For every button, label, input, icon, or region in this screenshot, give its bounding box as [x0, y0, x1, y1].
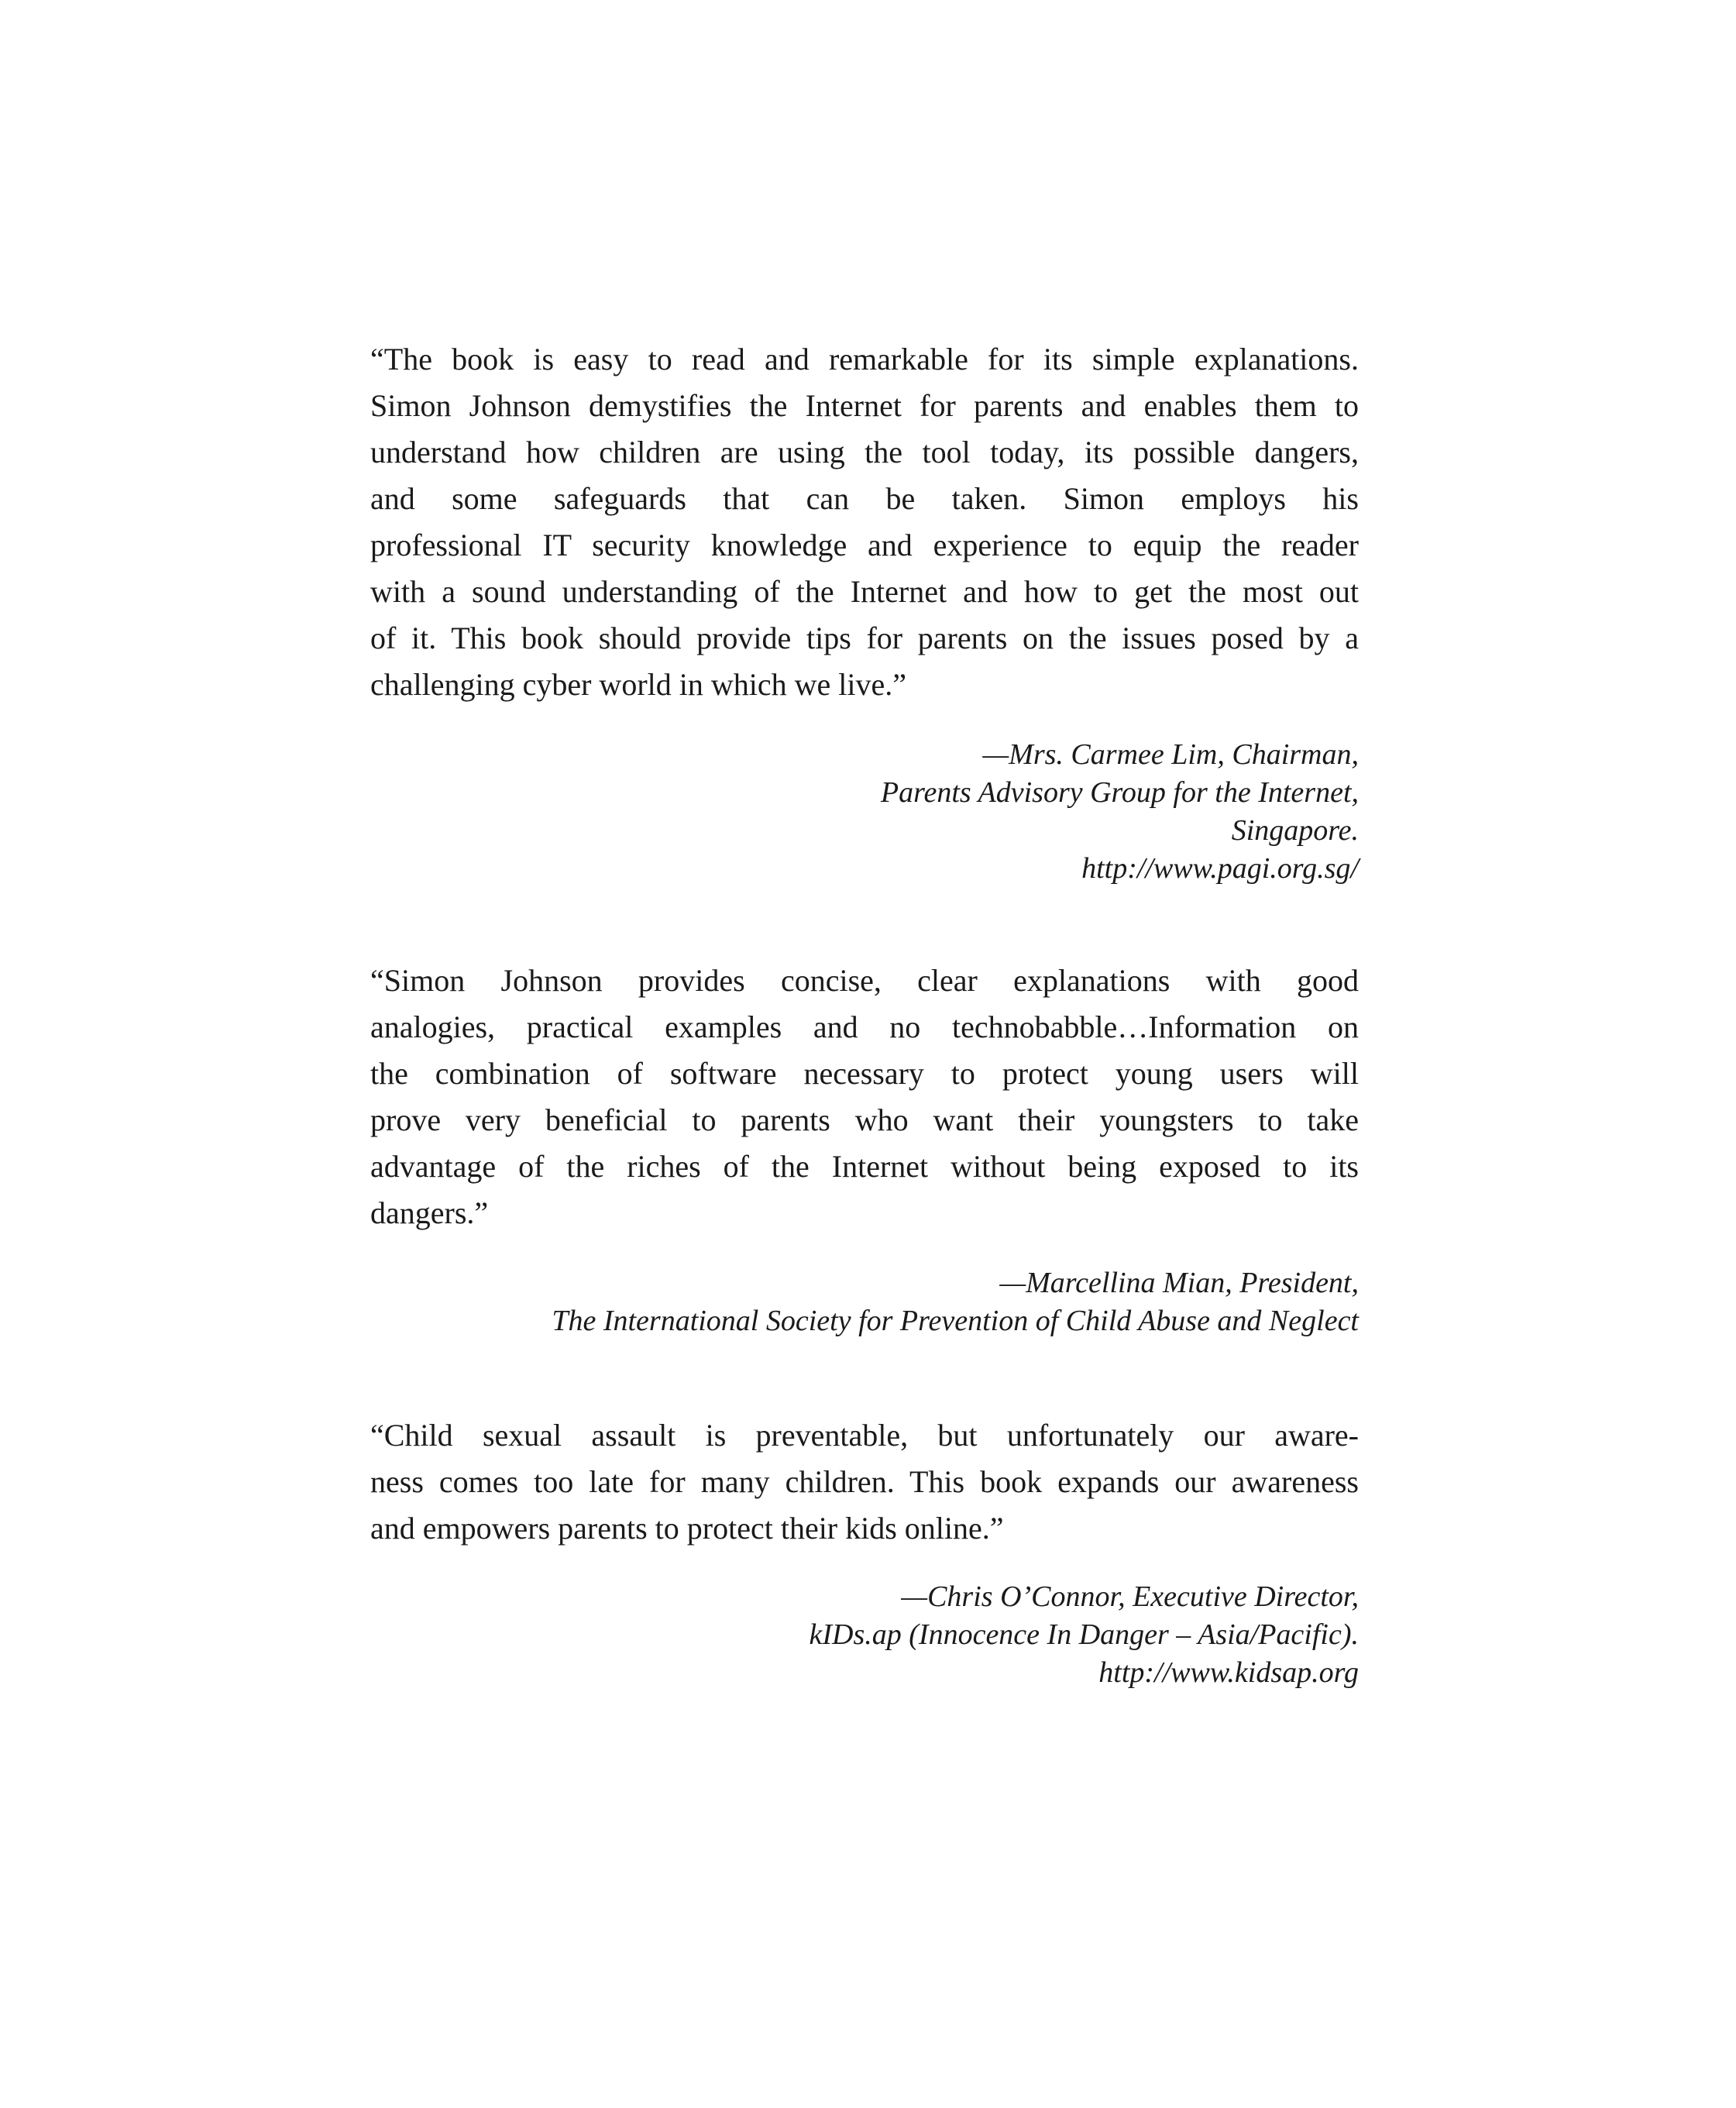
quote-line: advantage of the riches of the Internet without being exposed to its	[370, 1149, 1359, 1184]
quote-line: “Child sexual assault is preventable, but unfortunately our aware-	[370, 1418, 1359, 1453]
testimonial-attribution	[370, 736, 1359, 888]
quote-line: “Simon Johnson provides concise, clear explanations with good	[370, 963, 1359, 998]
quote-line: analogies, practical examples and no technobabble…Information on	[370, 1009, 1359, 1044]
quote-line: dangers.”	[370, 1195, 489, 1230]
quote-line: with a sound understanding of the Internet and how to get the most out	[370, 574, 1359, 609]
testimonial-quote	[370, 958, 1359, 1236]
quote-line: prove very beneficial to parents who want their youngsters to take	[370, 1102, 1359, 1137]
quote-line: Simon Johnson demystifies the Internet for parents and enables them to	[370, 388, 1359, 423]
attribution-line: —Mrs. Carmee Lim, Chairman,	[982, 738, 1359, 771]
quote-line: ness comes too late for many children. This book expands our awareness	[370, 1464, 1359, 1499]
attribution-line: —Marcellina Mian, President,	[999, 1267, 1359, 1299]
quote-line: and empowers parents to protect their kids online.”	[370, 1511, 1004, 1546]
quote-line: professional IT security knowledge and experience to equip the reader	[370, 528, 1359, 562]
quote-line: challenging cyber world in which we live.”	[370, 667, 906, 702]
testimonial-3	[370, 1412, 1359, 1692]
quote-line: the combination of software necessary to protect young users will	[370, 1056, 1359, 1091]
quote-line: and some safeguards that can be taken. Simon employs his	[370, 481, 1359, 516]
attribution-url: http://www.pagi.org.sg/	[1081, 852, 1359, 885]
testimonial-attribution	[370, 1264, 1359, 1340]
attribution-line: Parents Advisory Group for the Internet,	[880, 776, 1359, 809]
testimonial-quote	[370, 1412, 1359, 1552]
quote-line: understand how children are using the tool today, its possible dangers,	[370, 435, 1359, 469]
testimonial-quote	[370, 336, 1359, 708]
testimonial-2	[370, 958, 1359, 1340]
quote-line: “The book is easy to read and remarkable for its simple explanations.	[370, 342, 1359, 377]
testimonial-1	[370, 336, 1359, 888]
attribution-line: Singapore.	[1231, 814, 1359, 847]
quote-line: of it. This book should provide tips for parents on the issues posed by a	[370, 621, 1359, 655]
attribution-line: —Chris O’Connor, Executive Director,	[901, 1580, 1359, 1613]
attribution-line: The International Society for Prevention of Child Abuse and Neglect	[552, 1305, 1359, 1337]
testimonial-attribution	[370, 1578, 1359, 1692]
attribution-url: http://www.kidsap.org	[1098, 1656, 1359, 1689]
attribution-line: kIDs.ap (Innocence In Danger – Asia/Pacific).	[809, 1618, 1359, 1651]
